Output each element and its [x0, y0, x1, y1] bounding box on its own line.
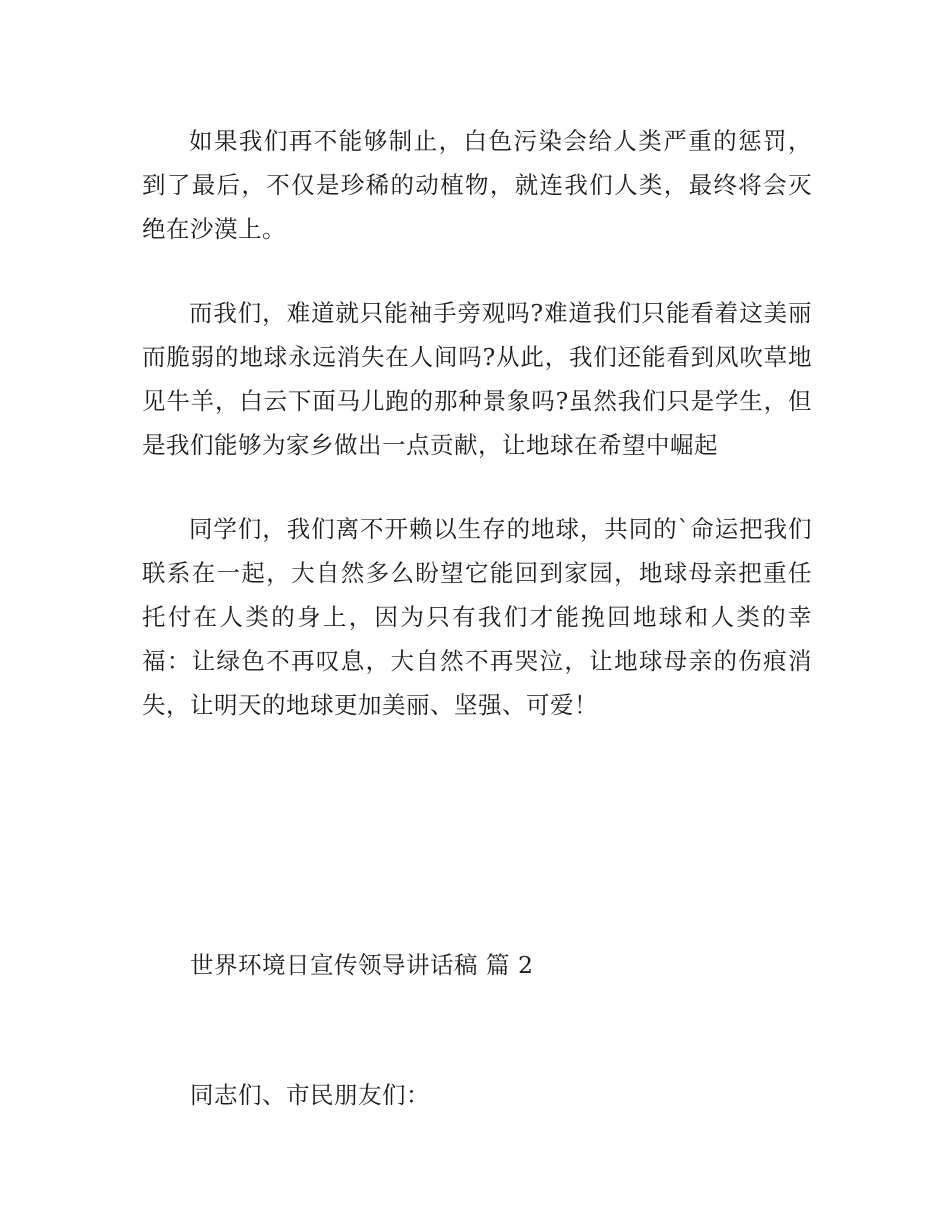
salutation: 同志们、市民朋友们：	[190, 1081, 430, 1109]
paragraph-students-contribution: 而我们，难道就只能袖手旁观吗?难道我们只能看着这美丽而脆弱的地球永远消失在人间吗?从此，我们还能看到风吹草地见牛羊，白云下面马儿跑的那种景象吗?虽然我们只是学生，但是我们能够为家乡做出一点贡献，让地球在希望中崛起	[142, 299, 812, 459]
section-title: 世界环境日宣传领导讲话稿 篇 2	[190, 951, 534, 979]
paragraph-white-pollution: 如果我们再不能够制止，白色污染会给人类严重的惩罚，到了最后，不仅是珍稀的动植物，就连我们人类，最终将会灭绝在沙漠上。	[142, 127, 812, 243]
paragraph-classmates-earth: 同学们，我们离不开赖以生存的地球，共同的`命运把我们联系在一起，大自然多么盼望它能回到家园，地球母亲把重任托付在人类的身上，因为只有我们才能挽回地球和人类的幸福：让绿色不再叹息，大自然不再哭泣，让地球母亲的伤痕消失，让明天的地球更加美丽、坚强、可爱！	[142, 515, 812, 719]
